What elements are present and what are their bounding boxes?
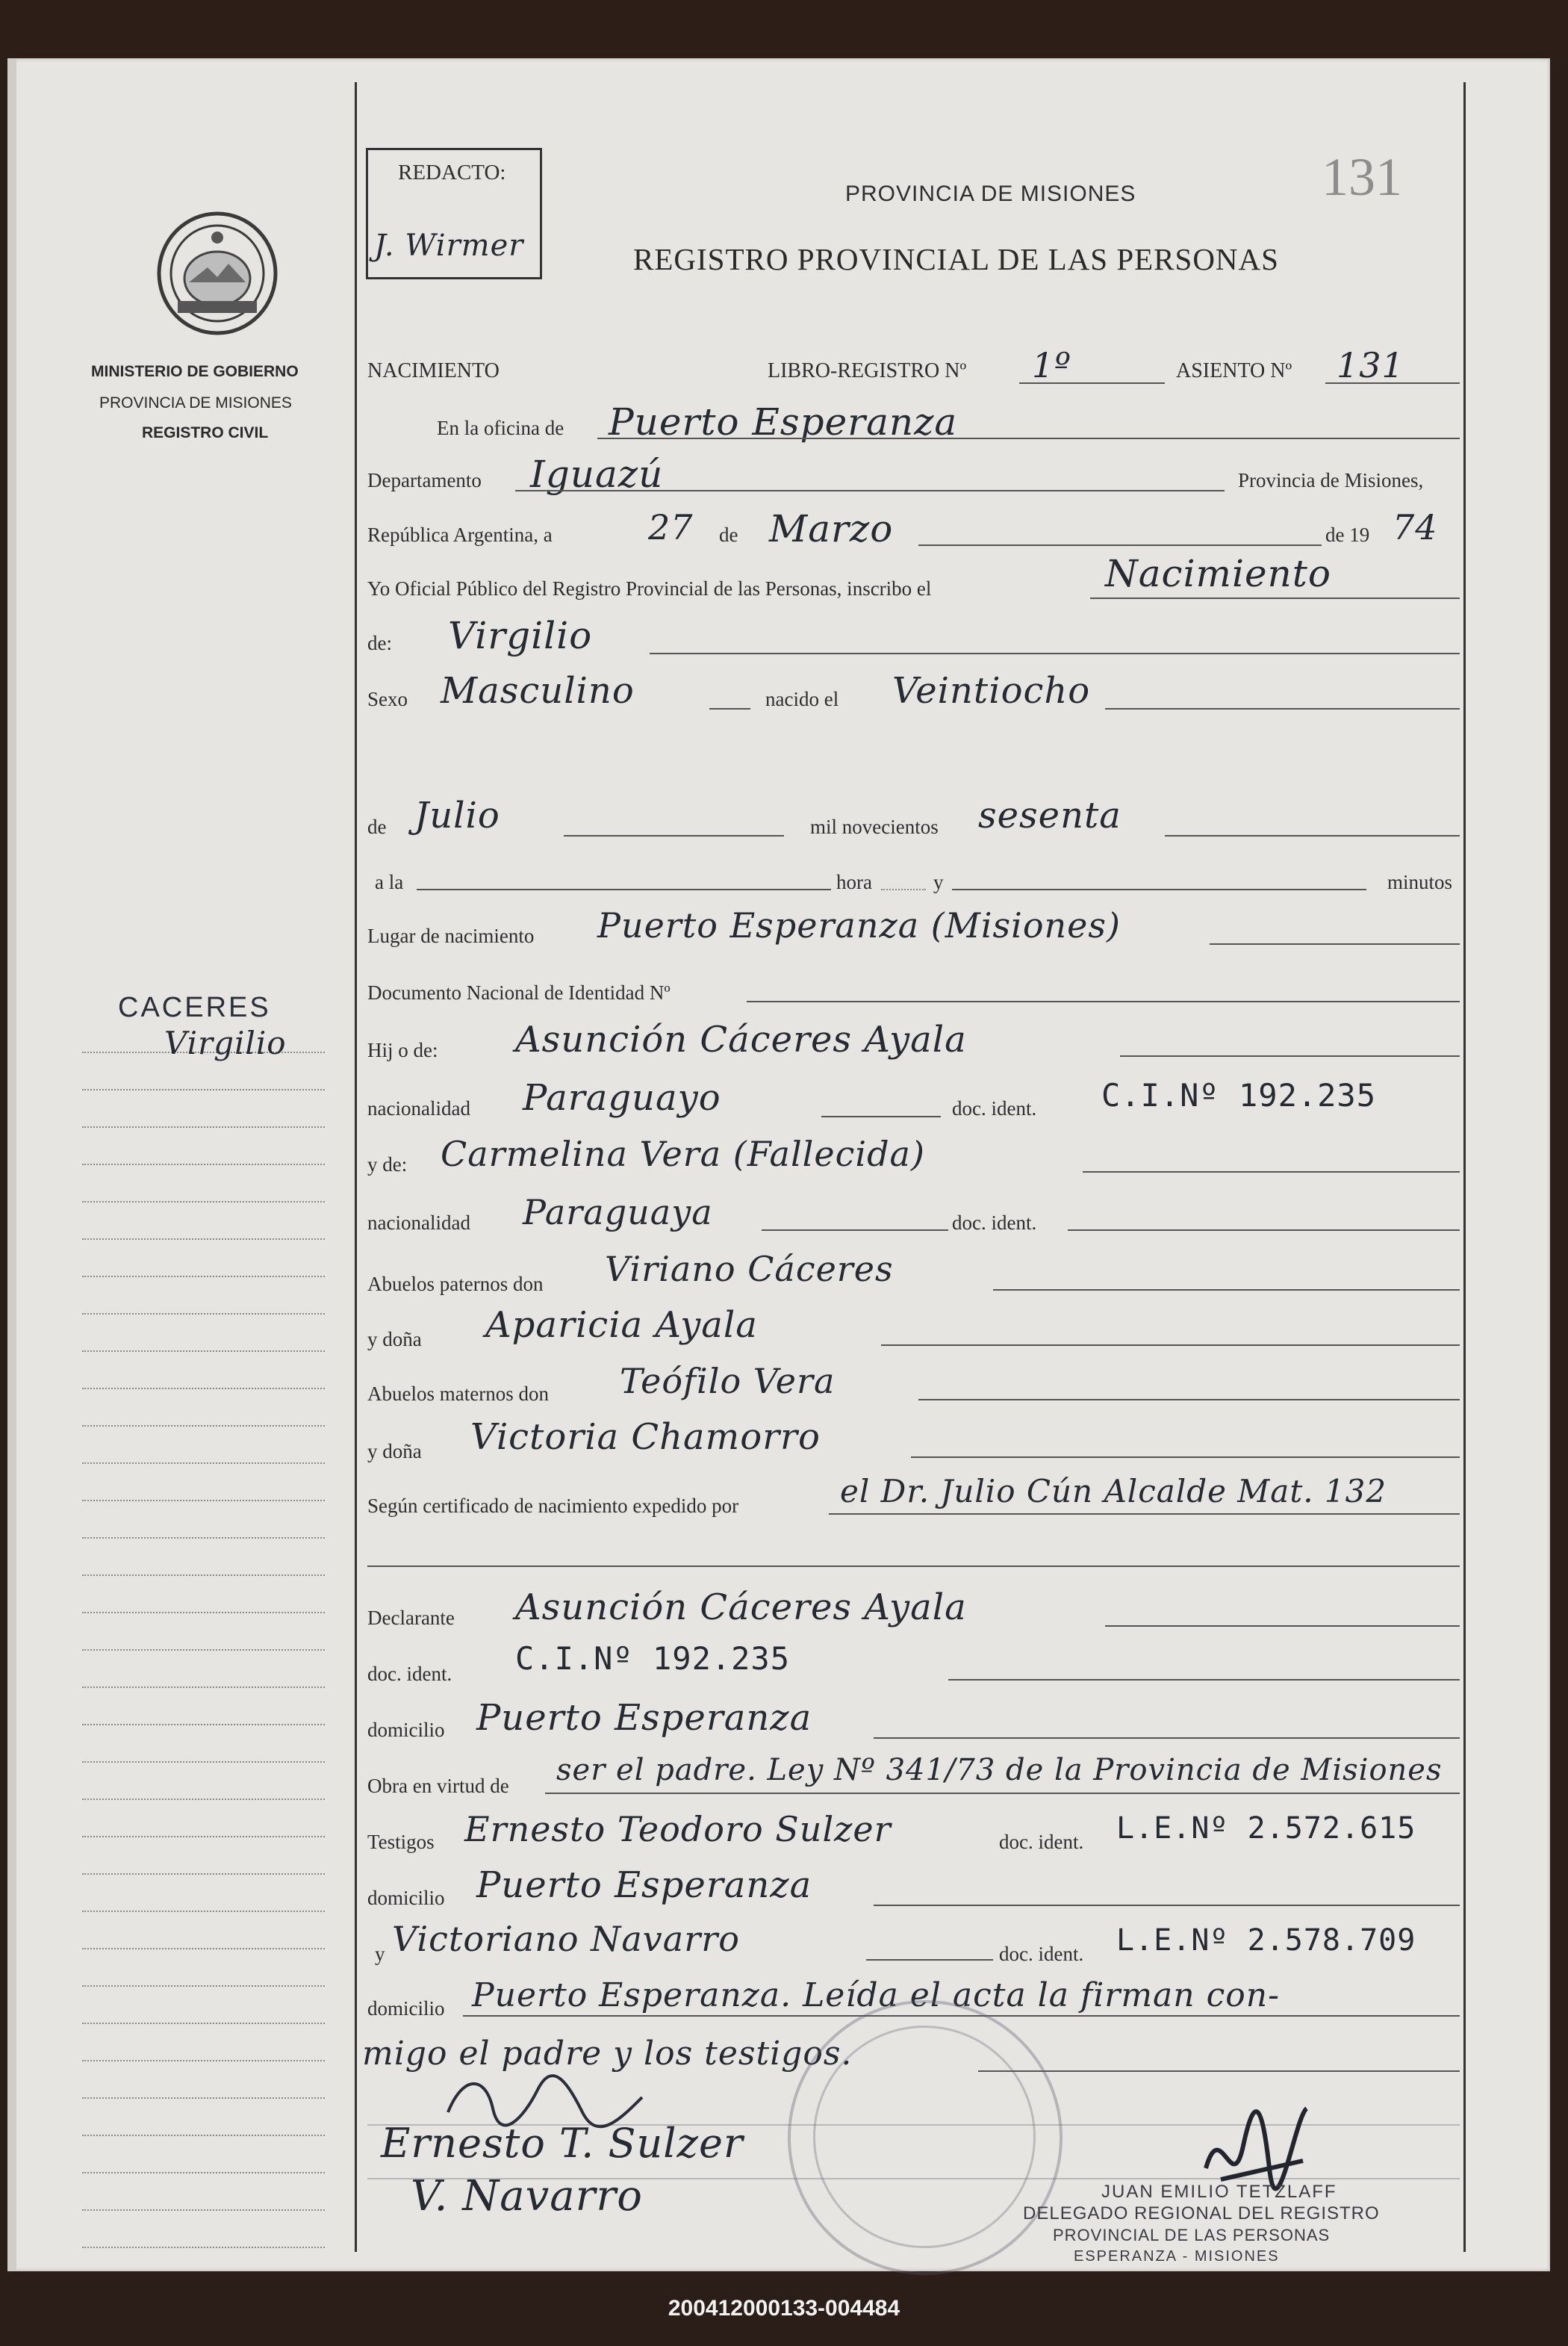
value-fecha-anio: 74 xyxy=(1393,507,1438,547)
value-domicilio1: Puerto Esperanza xyxy=(476,1697,812,1739)
line-closing xyxy=(978,2070,1460,2072)
margin-dotted-line xyxy=(82,1649,325,1651)
redacto-signature: J. Wirmer xyxy=(374,229,524,263)
line-madre xyxy=(1083,1171,1460,1173)
label-y-dona2: y doña xyxy=(367,1440,422,1462)
label-mil: mil novecientos xyxy=(810,816,939,838)
line-nombre xyxy=(650,653,1460,654)
margin-dotted-line xyxy=(82,1799,325,1800)
line-departamento xyxy=(515,490,1225,491)
margin-dotted-line xyxy=(82,1164,325,1165)
line-sexo xyxy=(709,708,750,710)
line-abuelo-pat xyxy=(993,1289,1460,1291)
label-provincia-suffix: Provincia de Misiones, xyxy=(1238,469,1424,491)
redacto-label: REDACTO: xyxy=(398,161,506,184)
value-nacionalidad2: Paraguaya xyxy=(523,1192,713,1232)
line-docident3 xyxy=(948,1679,1460,1681)
value-nacionalidad1: Paraguayo xyxy=(523,1077,721,1119)
seal-line-ministerio: MINISTERIO DE GOBIERNO xyxy=(91,363,299,380)
label-de19: de 19 xyxy=(1325,524,1370,546)
margin-dotted-line xyxy=(82,1425,325,1427)
margin-dotted-line xyxy=(82,1126,325,1128)
signature-testigo1: Ernesto T. Sulzer xyxy=(381,2120,744,2167)
value-docident1: C.I.Nº 192.235 xyxy=(1101,1077,1377,1114)
value-fecha-dia: 27 xyxy=(648,507,694,547)
line-obra xyxy=(545,1793,1460,1794)
value-oficina: Puerto Esperanza xyxy=(609,400,958,444)
margin-dotted-line xyxy=(82,1574,325,1576)
line-padre xyxy=(1120,1055,1460,1057)
line-domicilio2 xyxy=(874,1905,1460,1906)
value-anio-nac: sesenta xyxy=(978,795,1121,837)
line-minutos xyxy=(952,889,1366,890)
line-nacido xyxy=(1105,708,1460,710)
label-fecha-de: de xyxy=(719,524,738,546)
stamp-line-1: JUAN EMILIO TETZLAFF xyxy=(1101,2182,1337,2202)
province-heading: PROVINCIA DE MISIONES xyxy=(845,181,1136,206)
value-domicilio3: Puerto Esperanza. Leída el acta la firman con- xyxy=(472,1976,1280,2014)
margin-dotted-line xyxy=(82,1238,325,1240)
line-hora xyxy=(881,889,926,890)
line-abuela-mat xyxy=(911,1456,1460,1458)
value-obra: ser el padre. Ley Nº 341/73 de la Provincia de Misiones xyxy=(556,1753,1443,1787)
label-docident4: doc. ident. xyxy=(999,1831,1084,1853)
faded-round-stamp xyxy=(788,2000,1063,2275)
label-y-dona1: y doña xyxy=(367,1328,422,1350)
line-certificado xyxy=(829,1513,1460,1515)
right-margin-rule xyxy=(1463,82,1466,2252)
value-abuelo-mat: Teófilo Vera xyxy=(620,1361,836,1401)
label-yo-oficial: Yo Oficial Público del Registro Provincial de las Personas, inscribo el xyxy=(367,577,932,600)
margin-dotted-line xyxy=(82,1313,325,1315)
line-oficina xyxy=(597,438,1460,439)
margin-dotted-line xyxy=(82,2097,325,2099)
margin-dotted-line xyxy=(82,1873,325,1875)
margin-dotted-line xyxy=(82,2209,325,2211)
margin-dotted-line xyxy=(82,1462,325,1464)
margin-dotted-line xyxy=(82,1686,325,1688)
seal-emblem-icon xyxy=(155,211,279,335)
value-testigo2: Victoriano Navarro xyxy=(392,1919,740,1959)
label-republica: República Argentina, a xyxy=(367,524,553,546)
margin-dotted-line xyxy=(82,1276,325,1277)
margin-dotted-line xyxy=(82,1350,325,1352)
page-number: 131 xyxy=(1322,147,1402,207)
margin-dotted-line xyxy=(82,1761,325,1763)
label-libro: LIBRO-REGISTRO Nº xyxy=(768,359,967,382)
line-docident2 xyxy=(1068,1229,1460,1231)
label-minutos: minutos xyxy=(1387,871,1453,893)
label-abuelos-mat: Abuelos maternos don xyxy=(367,1383,549,1405)
margin-surname: CACERES xyxy=(118,992,271,1023)
label-nacionalidad1: nacionalidad xyxy=(367,1097,470,1120)
stamp-line-2: DELEGADO REGIONAL DEL REGISTRO xyxy=(1023,2203,1380,2224)
line-dni xyxy=(747,1001,1460,1002)
label-abuelos-pat: Abuelos paternos don xyxy=(367,1273,544,1295)
label-nacionalidad2: nacionalidad xyxy=(367,1211,470,1234)
value-mes-nac: Julio xyxy=(414,795,500,837)
value-asiento: 131 xyxy=(1337,345,1404,385)
value-docident3: C.I.Nº 192.235 xyxy=(515,1640,791,1677)
seal-line-provincia: PROVINCIA DE MISIONES xyxy=(99,394,292,412)
value-lugar: Puerto Esperanza (Misiones) xyxy=(597,905,1121,946)
label-domicilio2: domicilio xyxy=(367,1887,445,1909)
label-a-la: a la xyxy=(375,871,404,893)
line-anio-nac xyxy=(1165,835,1460,837)
label-y-hora: y xyxy=(933,871,944,893)
value-abuelo-pat: Viriano Cáceres xyxy=(605,1249,894,1289)
provincial-seal xyxy=(155,211,279,335)
margin-dotted-line xyxy=(82,2247,325,2248)
value-declarante: Asunción Cáceres Ayala xyxy=(515,1586,967,1628)
value-fecha-mes: Marzo xyxy=(769,507,894,550)
margin-dotted-line xyxy=(82,2172,325,2173)
margin-dotted-line xyxy=(82,1948,325,1949)
value-testigo1: Ernesto Teodoro Sulzer xyxy=(464,1809,892,1849)
value-libro: 1º xyxy=(1032,345,1071,385)
label-docident2: doc. ident. xyxy=(952,1211,1037,1234)
label-de-mes: de xyxy=(367,816,387,838)
line-abuelo-mat xyxy=(918,1399,1460,1400)
label-docident1: doc. ident. xyxy=(952,1097,1037,1120)
margin-dotted-line xyxy=(82,2135,325,2136)
label-domicilio3: domicilio xyxy=(367,1997,445,2020)
margin-dotted-line xyxy=(82,1089,325,1090)
label-hora: hora xyxy=(836,871,872,893)
line-nacionalidad1 xyxy=(821,1116,941,1117)
label-obra: Obra en virtud de xyxy=(367,1775,509,1797)
margin-dotted-line xyxy=(82,1612,325,1613)
label-y2: y xyxy=(375,1943,385,1965)
line-a-la xyxy=(417,889,831,890)
label-nacido: nacido el xyxy=(765,688,839,710)
label-docident3: doc. ident. xyxy=(367,1663,452,1685)
value-inscribo: Nacimiento xyxy=(1105,552,1331,595)
label-oficina: En la oficina de xyxy=(437,417,564,439)
margin-dotted-line xyxy=(82,1537,325,1539)
value-sexo: Masculino xyxy=(441,670,635,712)
margin-dotted-line xyxy=(82,1388,325,1389)
line-mes-nac xyxy=(564,835,784,837)
value-closing: migo el padre y los testigos. xyxy=(362,2035,853,2073)
label-docident5: doc. ident. xyxy=(999,1943,1084,1965)
line-libro xyxy=(1019,382,1165,384)
value-docident4: L.E.Nº 2.572.615 xyxy=(1116,1811,1416,1846)
value-nacido: Veintiocho xyxy=(892,670,1091,712)
line-certificado-2 xyxy=(367,1565,1460,1567)
value-madre: Carmelina Vera (Fallecida) xyxy=(441,1134,925,1174)
margin-dotted-line xyxy=(82,2060,325,2061)
value-abuela-mat: Victoria Chamorro xyxy=(470,1416,821,1458)
margin-dotted-line xyxy=(82,1911,325,1912)
value-docident5: L.E.Nº 2.578.709 xyxy=(1116,1923,1416,1958)
label-departamento: Departamento xyxy=(367,469,482,491)
margin-dotted-line xyxy=(82,1985,325,1987)
line-nacionalidad2 xyxy=(762,1229,948,1231)
margin-dotted-line xyxy=(82,1836,325,1837)
stamp-line-4: ESPERANZA - MISIONES xyxy=(1074,2248,1280,2265)
signature-testigo2: V. Navarro xyxy=(411,2172,643,2221)
label-lugar: Lugar de nacimiento xyxy=(367,925,535,947)
label-nacimiento: NACIMIENTO xyxy=(367,359,500,382)
margin-name: Virgilio xyxy=(164,1025,287,1061)
label-declarante: Declarante xyxy=(367,1607,455,1629)
seal-line-registro: REGISTRO CIVIL xyxy=(142,424,269,441)
label-sexo: Sexo xyxy=(367,688,408,710)
line-inscribo xyxy=(1090,598,1460,599)
image-id-caption: 200412000133-004484 xyxy=(668,2296,900,2321)
label-hijo: Hij o de: xyxy=(367,1039,438,1061)
line-abuela-pat xyxy=(881,1344,1460,1346)
left-margin-rule xyxy=(355,82,357,2252)
label-testigos: Testigos xyxy=(367,1831,435,1853)
line-fecha xyxy=(918,544,1322,546)
label-de-colon: de: xyxy=(367,632,392,654)
label-y-de: y de: xyxy=(367,1153,408,1176)
value-departamento: Iguazú xyxy=(530,453,664,496)
registry-page xyxy=(7,58,1550,2271)
value-certificado: el Dr. Julio Cún Alcalde Mat. 132 xyxy=(840,1473,1387,1509)
margin-dotted-line xyxy=(82,1500,325,1501)
label-domicilio1: domicilio xyxy=(367,1719,445,1741)
page-spine xyxy=(7,58,16,2271)
registry-title: REGISTRO PROVINCIAL DE LAS PERSONAS xyxy=(633,242,1279,276)
value-padre: Asunción Cáceres Ayala xyxy=(515,1019,967,1061)
line-testigo2 xyxy=(866,1959,993,1961)
line-asiento xyxy=(1325,382,1460,384)
value-nombre: Virgilio xyxy=(448,614,593,657)
line-lugar xyxy=(1210,943,1460,945)
label-asiento: ASIENTO Nº xyxy=(1176,359,1292,382)
label-dni: Documento Nacional de Identidad Nº xyxy=(367,981,671,1004)
value-abuela-pat: Aparicia Ayala xyxy=(485,1304,758,1346)
stamp-line-3: PROVINCIAL DE LAS PERSONAS xyxy=(1053,2226,1331,2244)
line-domicilio1 xyxy=(874,1737,1460,1739)
label-certificado: Según certificado de nacimiento expedido por xyxy=(367,1495,739,1517)
margin-dotted-line xyxy=(82,2023,325,2024)
value-domicilio2: Puerto Esperanza xyxy=(476,1864,812,1906)
margin-dotted-line xyxy=(82,1201,325,1203)
margin-dotted-line xyxy=(82,1724,325,1725)
line-declarante xyxy=(1105,1625,1460,1627)
background-top xyxy=(0,0,1568,58)
redacto-box xyxy=(366,148,542,279)
